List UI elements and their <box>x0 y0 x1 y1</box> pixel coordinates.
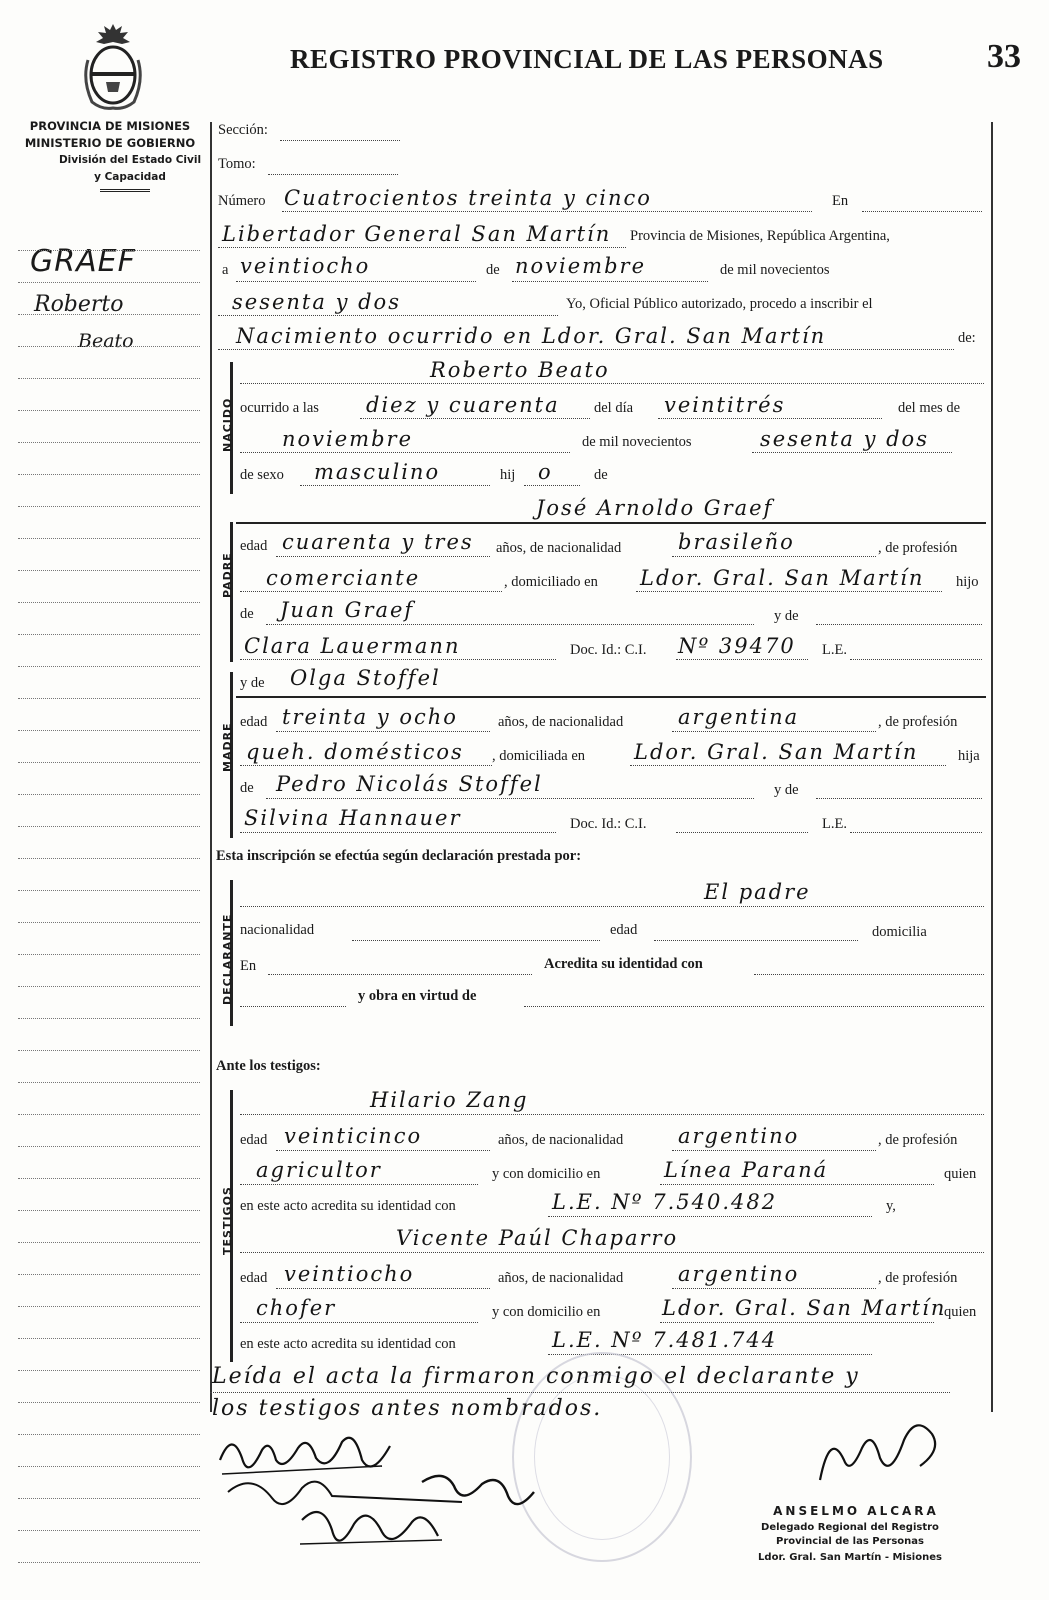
testigo1-domicilio-label: y con domicilio en <box>492 1166 601 1182</box>
margin-rule <box>18 602 200 603</box>
obra-label: y obra en virtud de <box>358 988 477 1004</box>
testigo2-profesion-label: , de profesión <box>878 1270 958 1286</box>
oficial-label: Yo, Oficial Público autorizado, procedo a inscribir el <box>566 296 873 312</box>
coat-of-arms-emblem <box>78 20 148 112</box>
testigo2-nombre-field <box>240 1252 984 1253</box>
margin-rule <box>18 730 200 731</box>
madre-nacionalidad-value: argentina <box>678 705 800 729</box>
dia-nac-value: veintitrés <box>664 393 786 417</box>
abuela-paterna-field <box>240 659 556 660</box>
declarante-edad-field <box>654 940 858 941</box>
margin-ruled-lines <box>18 250 200 1590</box>
tomo-field <box>268 174 398 175</box>
padre-domicilio-field <box>636 591 942 592</box>
margin-rule <box>18 1082 200 1083</box>
margin-rule <box>18 794 200 795</box>
inscripcion-label: Esta inscripción se efectúa según declaración prestada por: <box>216 848 582 864</box>
testigo1-edad-value: veinticinco <box>284 1124 423 1148</box>
org-line-ministry: MINISTERIO DE GOBIERNO <box>24 136 196 150</box>
margin-rule <box>18 1178 200 1179</box>
stamp-line-2: Provincial de las Personas <box>776 1536 924 1547</box>
margin-rule <box>18 826 200 827</box>
padre-le-field <box>850 659 982 660</box>
margin-rule <box>18 986 200 987</box>
acredita-field <box>754 974 984 975</box>
de-label: de <box>486 262 500 278</box>
en-label: En <box>832 193 849 209</box>
ocurrido-label: ocurrido a las <box>240 400 319 416</box>
provincia-label: Provincia de Misiones, República Argentina, <box>630 228 890 244</box>
mes-nac-field <box>240 452 570 453</box>
padre-doc-label: Doc. Id.: C.I. <box>570 642 647 658</box>
padre-nacionalidad-value: brasileño <box>678 530 795 554</box>
abuelo-paterno-value: Juan Graef <box>280 598 415 622</box>
margin-rule <box>18 1050 200 1051</box>
acredita-label: Acredita su identidad con <box>544 956 703 972</box>
declarante-section-label: DECLARANTE <box>221 913 234 1005</box>
padre-edad-field <box>276 556 490 557</box>
numero-value: Cuatrocientos treinta y cinco <box>284 186 652 210</box>
padre-nombre-value: José Arnoldo Graef <box>536 496 774 520</box>
margin-rule <box>18 1210 200 1211</box>
padre-profesion-field <box>240 591 502 592</box>
margin-rule <box>18 890 200 891</box>
abuela-materna-value: Silvina Hannauer <box>244 806 462 830</box>
padre-domicilio-value: Ldor. Gral. San Martín <box>640 566 925 590</box>
madre-y-de-field <box>816 798 982 799</box>
obra-field <box>524 1006 984 1007</box>
testigo2-domicilio-label: y con domicilio en <box>492 1304 601 1320</box>
del-mes-label: del mes de <box>898 400 961 416</box>
margin-rule <box>18 634 200 635</box>
margin-rule <box>18 1434 200 1435</box>
testigo1-nombre-value: Hilario Zang <box>370 1088 529 1112</box>
padre-edad-label: edad <box>240 538 268 554</box>
margin-rule <box>18 474 200 475</box>
anio-field <box>218 315 558 316</box>
testigo1-edad-field <box>276 1150 490 1151</box>
tomo-label: Tomo: <box>218 156 256 172</box>
testigo2-nacionalidad-field <box>672 1288 876 1289</box>
madre-de-label: de <box>240 780 254 796</box>
madre-section-label: MADRE <box>221 722 234 772</box>
testigo2-nacionalidad-value: argentino <box>678 1262 800 1286</box>
testigo2-domicilio-field <box>660 1322 934 1323</box>
lugar-field <box>218 247 626 248</box>
padre-profesion-label: , de profesión <box>878 540 958 556</box>
madre-nac-label: años, de nacionalidad <box>498 714 624 730</box>
madre-hija-label: hija <box>958 748 980 764</box>
declarante-nac-field <box>352 940 600 941</box>
anio-nac-field <box>752 452 952 453</box>
margin-rule <box>18 1402 200 1403</box>
margin-rule <box>18 1530 200 1531</box>
abuelo-paterno-field <box>266 624 754 625</box>
acto-field <box>218 349 954 350</box>
declarante-nombre-field <box>240 906 984 907</box>
margin-rule <box>18 378 200 379</box>
madre-y-de-label2: y de <box>774 782 799 798</box>
de-mil-nac-label: de mil novecientos <box>582 434 692 450</box>
testigo2-acto-label: en este acto acredita su identidad con <box>240 1336 456 1352</box>
padre-y-de-label: y de <box>774 608 799 624</box>
margin-rule <box>18 1306 200 1307</box>
testigos-label: Ante los testigos: <box>216 1058 321 1074</box>
declarante-nombre-value: El padre <box>704 880 811 904</box>
margin-rule <box>18 1338 200 1339</box>
margin-rule <box>18 762 200 763</box>
testigo2-profesion-value: chofer <box>256 1296 337 1320</box>
padre-domicilio-label: , domiciliado en <box>504 574 598 590</box>
margin-rule <box>18 538 200 539</box>
madre-le-label: L.E. <box>822 816 847 832</box>
acto-value: Nacimiento ocurrido en Ldor. Gral. San Martín <box>236 324 827 348</box>
testigo1-quien-label: quien <box>944 1166 977 1182</box>
madre-profesion-label: , de profesión <box>878 714 958 730</box>
madre-nacionalidad-field <box>672 731 876 732</box>
numero-field <box>282 211 812 212</box>
margin-rule <box>18 442 200 443</box>
dia-nac-field <box>658 418 882 419</box>
abuelo-materno-field <box>266 798 754 799</box>
madre-top-rule <box>236 696 986 698</box>
testigo1-nombre-field <box>240 1114 984 1115</box>
closing-line-2: los testigos antes nombrados. <box>212 1396 603 1421</box>
margin-rule <box>18 1466 200 1467</box>
margin-surname: GRAEF <box>30 244 136 279</box>
signature-testigo-chaparro <box>292 1500 452 1560</box>
hij-label: hij <box>500 467 516 483</box>
nombre-field <box>240 383 984 384</box>
closing-line-1-rule <box>210 1392 950 1393</box>
mes-nac-value: noviembre <box>282 427 413 451</box>
declarante-en-label: En <box>240 958 257 974</box>
form-border-right <box>991 122 993 1412</box>
form-border-left <box>210 122 212 1412</box>
padre-de-label: de <box>240 606 254 622</box>
testigo1-nacionalidad-value: argentino <box>678 1124 800 1148</box>
hora-value: diez y cuarenta <box>366 393 560 417</box>
margin-rule <box>18 1498 200 1499</box>
abuela-materna-field <box>240 832 556 833</box>
testigo2-edad-field <box>276 1288 490 1289</box>
margin-first-name: Roberto <box>34 292 124 317</box>
padre-le-label: L.E. <box>822 642 847 658</box>
margin-rule <box>18 250 200 251</box>
testigo2-doc-value: L.E. Nº 7.481.744 <box>552 1328 778 1352</box>
margin-rule <box>18 858 200 859</box>
mes-field <box>512 281 708 282</box>
margin-rule <box>18 954 200 955</box>
madre-edad-field <box>276 731 490 732</box>
madre-le-field <box>850 832 982 833</box>
testigo1-domicilio-field <box>660 1184 934 1185</box>
padre-nacionalidad-field <box>672 556 876 557</box>
testigo2-edad-value: veintiocho <box>284 1262 415 1286</box>
nombre-value: Roberto Beato <box>430 358 610 382</box>
nacido-section-label: NACIDO <box>221 397 234 452</box>
margin-rule <box>18 666 200 667</box>
testigos-section-label: TESTIGOS <box>221 1186 234 1255</box>
stamp-line-1: Delegado Regional del Registro <box>761 1522 939 1533</box>
madre-domicilio-value: Ldor. Gral. San Martín <box>634 740 919 764</box>
seccion-label: Sección: <box>218 122 268 138</box>
lugar-value: Libertador General San Martín <box>222 222 612 246</box>
sexo-value: masculino <box>314 460 441 484</box>
obra-pre-field <box>240 1006 346 1007</box>
declarante-en-field <box>268 974 532 975</box>
del-dia-label: del día <box>594 400 634 416</box>
padre-doc-field <box>676 659 808 660</box>
madre-edad-label: edad <box>240 714 268 730</box>
margin-rule <box>18 282 200 283</box>
dia-field <box>236 281 476 282</box>
testigo1-nac-label: años, de nacionalidad <box>498 1132 624 1148</box>
registry-title: REGISTRO PROVINCIAL DE LAS PERSONAS <box>290 44 884 74</box>
testigo2-edad-label: edad <box>240 1270 268 1286</box>
madre-doc-field <box>676 832 808 833</box>
testigo1-profesion-field <box>240 1184 478 1185</box>
abuelo-materno-value: Pedro Nicolás Stoffel <box>276 772 543 796</box>
padre-top-rule <box>236 522 986 524</box>
hij-field <box>524 485 580 486</box>
numero-label: Número <box>218 193 266 209</box>
org-line-province: PROVINCIA DE MISIONES <box>29 119 191 133</box>
closing-line-1: Leída el acta la firmaron conmigo el declarante y <box>212 1364 860 1389</box>
testigo2-domicilio-value: Ldor. Gral. San Martín <box>662 1296 947 1320</box>
madre-nombre-value: Olga Stoffel <box>290 666 441 690</box>
org-line-division: División del Estado Civil <box>58 154 202 166</box>
de-padres-label: de <box>594 467 608 483</box>
testigo1-domicilio-value: Línea Paraná <box>664 1158 829 1182</box>
abuela-paterna-value: Clara Lauermann <box>244 634 461 658</box>
testigo1-edad-label: edad <box>240 1132 268 1148</box>
margin-rule <box>18 1274 200 1275</box>
stamp-officer-name: ANSELMO ALCARA <box>773 1504 939 1518</box>
testigo1-doc-value: L.E. Nº 7.540.482 <box>552 1190 778 1214</box>
org-divider <box>100 189 150 192</box>
testigo2-profesion-field <box>240 1322 478 1323</box>
padre-section-label: PADRE <box>221 552 234 598</box>
margin-rule <box>18 314 200 315</box>
anio-value: sesenta y dos <box>232 290 401 314</box>
padre-nac-label: años, de nacionalidad <box>496 540 622 556</box>
stamp-line-3: Ldor. Gral. San Martín - Misiones <box>758 1552 942 1563</box>
declarante-domicilia-label: domicilia <box>872 924 927 940</box>
padre-hijo-label: hijo <box>956 574 979 590</box>
testigo1-profesion-label: , de profesión <box>878 1132 958 1148</box>
madre-y-de-label: y de <box>240 675 265 691</box>
madre-profesion-field <box>240 765 492 766</box>
margin-rule <box>18 506 200 507</box>
madre-edad-value: treinta y ocho <box>282 705 458 729</box>
padre-profesion-value: comerciante <box>266 566 421 590</box>
page-number: 33 <box>987 38 1021 75</box>
declarante-nac-label: nacionalidad <box>240 922 315 938</box>
margin-rule <box>18 698 200 699</box>
madre-profesion-value: queh. domésticos <box>246 740 464 764</box>
mes-value: noviembre <box>515 254 646 278</box>
a-label: a <box>222 262 229 278</box>
en-field <box>862 211 982 212</box>
testigo1-profesion-value: agricultor <box>256 1158 382 1182</box>
testigo2-quien-label: quien <box>944 1304 977 1320</box>
seccion-field <box>280 140 400 141</box>
madre-domicilio-label: , domiciliada en <box>492 748 586 764</box>
margin-rule <box>18 1562 200 1563</box>
margin-rule <box>18 922 200 923</box>
testigo2-nombre-value: Vicente Paúl Chaparro <box>396 1226 679 1250</box>
padre-y-de-field <box>816 624 982 625</box>
margin-rule <box>18 1242 200 1243</box>
signature-oficial <box>810 1410 950 1500</box>
madre-doc-label: Doc. Id.: C.I. <box>570 816 647 832</box>
testigo2-nac-label: años, de nacionalidad <box>498 1270 624 1286</box>
declarante-edad-label: edad <box>610 922 638 938</box>
sexo-label: de sexo <box>240 467 284 483</box>
anio-nac-value: sesenta y dos <box>760 427 929 451</box>
de-colon-label: de: <box>958 330 976 346</box>
margin-rule <box>18 1018 200 1019</box>
org-line-capacity: y Capacidad <box>94 171 166 183</box>
sexo-field <box>300 485 490 486</box>
issuing-organization <box>10 118 210 192</box>
padre-edad-value: cuarenta y tres <box>282 530 474 554</box>
margin-rule <box>18 570 200 571</box>
dia-value: veintiocho <box>240 254 371 278</box>
margin-rule <box>18 1370 200 1371</box>
margin-rule <box>18 1146 200 1147</box>
margin-rule <box>18 1114 200 1115</box>
margin-rule <box>18 410 200 411</box>
madre-domicilio-field <box>630 765 946 766</box>
de-mil-label: de mil novecientos <box>720 262 830 278</box>
margin-second-name: Beato <box>78 330 134 352</box>
padre-doc-value: Nº 39470 <box>678 634 796 658</box>
testigo1-nacionalidad-field <box>672 1150 876 1151</box>
testigo1-acto-label: en este acto acredita su identidad con <box>240 1198 456 1214</box>
hij-value: o <box>538 460 553 484</box>
testigo1-doc-field <box>548 1216 872 1217</box>
testigo1-y-label: y, <box>886 1198 896 1214</box>
hora-field <box>360 418 590 419</box>
margin-rule <box>18 346 200 347</box>
